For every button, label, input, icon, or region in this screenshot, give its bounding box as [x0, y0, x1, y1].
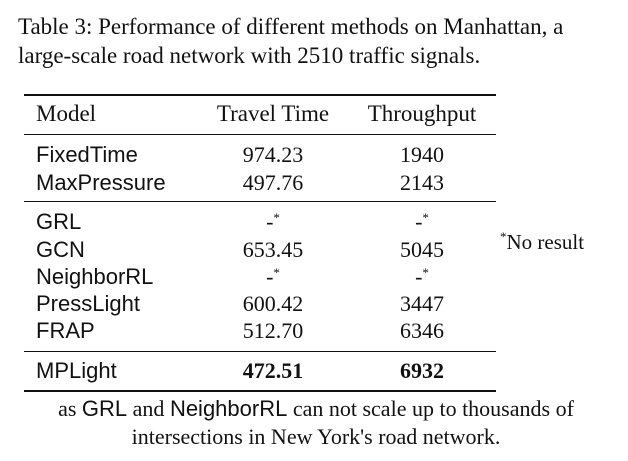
- row-neighborrl-model: NeighborRL: [36, 264, 154, 289]
- row-frap-throughput: 6346: [400, 318, 444, 343]
- row-neighborrl-travel-time: -*: [266, 264, 280, 289]
- row-grl-model: GRL: [36, 209, 82, 234]
- row-presslight-model: PressLight: [36, 291, 140, 316]
- note-mark: *: [500, 229, 507, 244]
- table-caption: [18, 12, 618, 70]
- table-bottom-rule: [24, 390, 496, 392]
- row-grl-throughput: -*: [415, 209, 429, 234]
- row-maxpressure-model: MaxPressure: [36, 170, 166, 195]
- footer-model-grl: GRL: [81, 396, 128, 421]
- row-mplight-throughput: 6932: [400, 358, 444, 383]
- group-rule-1: [24, 201, 496, 202]
- group-rule-2: [24, 351, 496, 352]
- row-gcn-model: GCN: [36, 237, 85, 262]
- table-top-rule: [24, 94, 496, 96]
- header-model: Model: [36, 101, 97, 126]
- row-fixedtime-throughput: 1940: [400, 142, 444, 167]
- row-frap-model: FRAP: [36, 318, 95, 343]
- row-grl-travel-time: -*: [266, 209, 280, 234]
- caption-label: Table 3:: [18, 14, 93, 39]
- row-frap-travel-time: 512.70: [242, 318, 304, 343]
- row-neighborrl-throughput: -*: [415, 264, 429, 289]
- row-maxpressure-throughput: 2143: [400, 170, 444, 195]
- row-gcn-throughput: 5045: [400, 237, 444, 262]
- row-mplight-model: MPLight: [36, 358, 117, 383]
- row-fixedtime-travel-time: 974.23: [242, 142, 304, 167]
- footer-model-neighborrl: NeighborRL: [169, 396, 288, 421]
- note-continuation: as GRL and NeighborRL can not scale up to thousands of intersections in New York's road network.: [58, 396, 574, 449]
- row-maxpressure-travel-time: 497.76: [242, 170, 304, 195]
- header-travel-time: Travel Time: [216, 101, 330, 126]
- caption-text: Performance of different methods on Manhattan, a large-scale road network with 2510 traffic signals.: [18, 14, 564, 68]
- row-presslight-throughput: 3447: [400, 291, 444, 316]
- table-note: [500, 229, 584, 255]
- row-presslight-travel-time: 600.42: [242, 291, 304, 316]
- header-rule: [24, 134, 496, 135]
- header-throughput: Throughput: [367, 101, 477, 126]
- row-mplight-travel-time: 472.51: [242, 358, 304, 383]
- note-text: No result: [506, 230, 585, 254]
- row-gcn-travel-time: 653.45: [242, 237, 304, 262]
- row-fixedtime-model: FixedTime: [36, 142, 138, 167]
